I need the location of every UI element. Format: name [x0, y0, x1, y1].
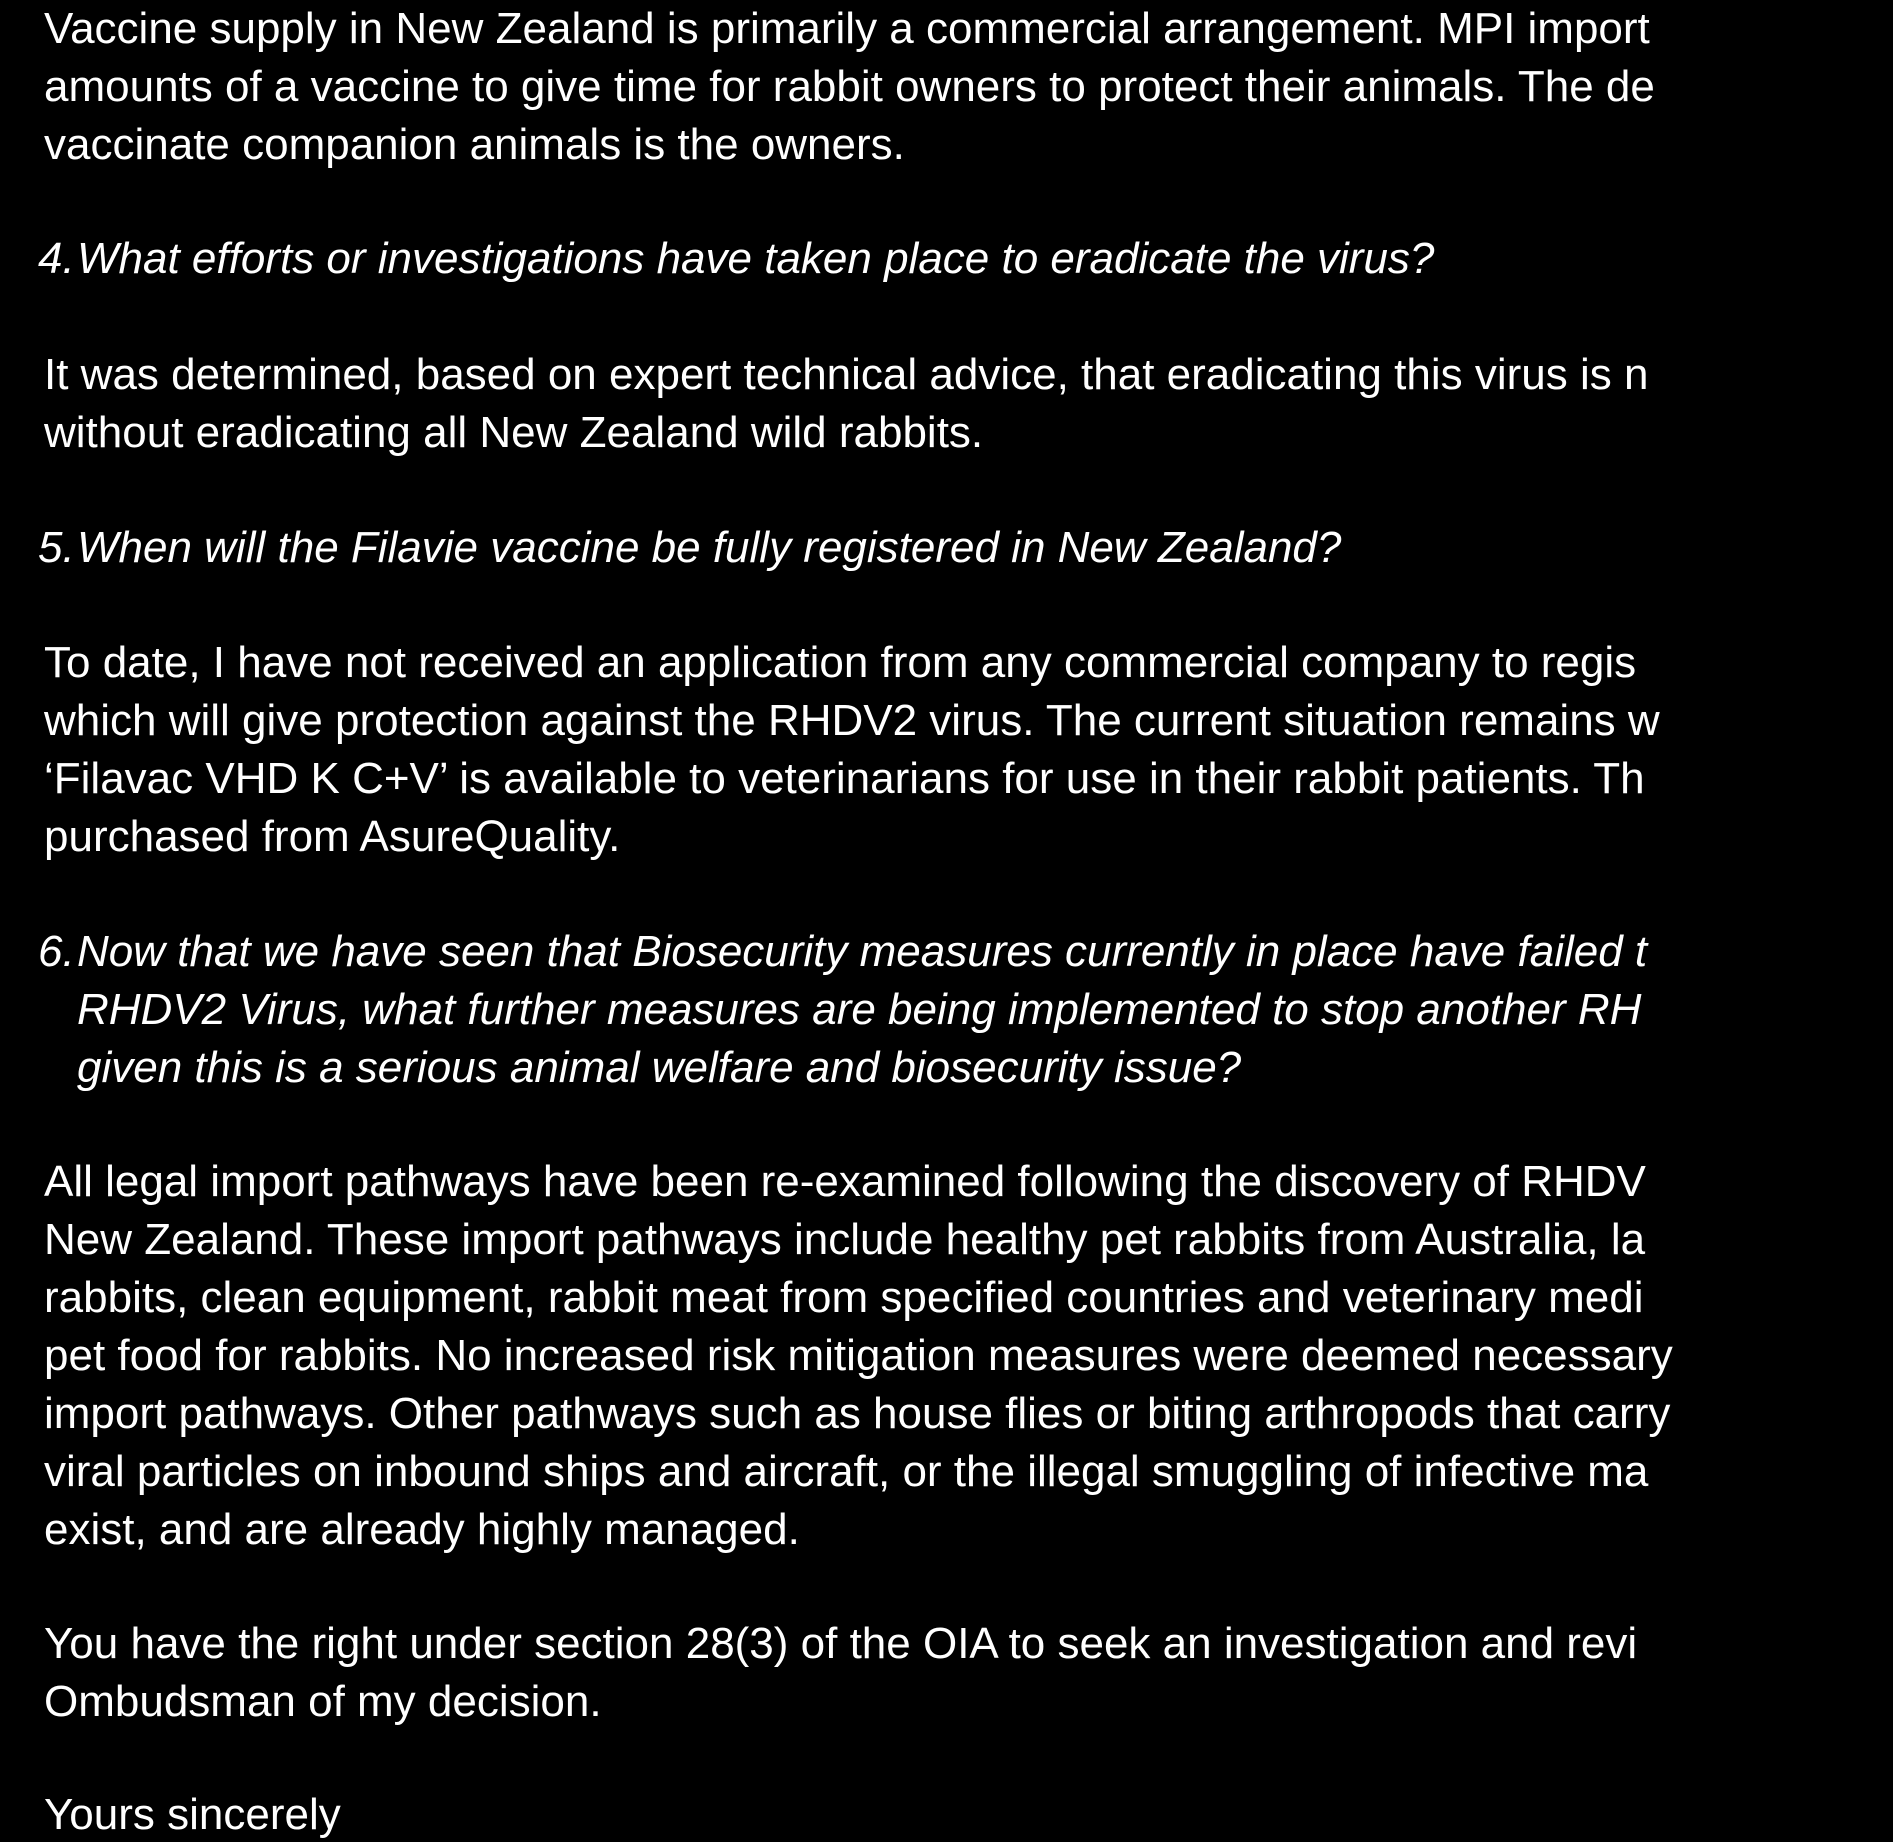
text-line: It was determined, based on expert technical advice, that eradicating this virus is n: [44, 350, 1649, 399]
text-line: without eradicating all New Zealand wild rabbits.: [44, 408, 984, 457]
text-line: which will give protection against the RHDV2 virus. The current situation remains w: [44, 696, 1660, 745]
text-line: purchased from AsureQuality.: [44, 812, 621, 861]
text-line: To date, I have not received an application from any commercial company to regis: [44, 638, 1637, 687]
question-text: When will the Filavie vaccine be fully registered in New Zealand?: [77, 523, 1342, 572]
question-number: 4.: [38, 234, 75, 283]
question-number: 6.: [38, 927, 75, 976]
text-line: amounts of a vaccine to give time for rabbit owners to protect their animals. The de: [44, 62, 1655, 111]
text-line: exist, and are already highly managed.: [44, 1505, 800, 1554]
text-line: viral particles on inbound ships and aircraft, or the illegal smuggling of infective ma: [44, 1447, 1649, 1496]
text-line: vaccinate companion animals is the owners.: [44, 120, 905, 169]
text-line: import pathways. Other pathways such as house flies or biting arthropods that carry: [44, 1389, 1671, 1438]
text-line: rabbits, clean equipment, rabbit meat from specified countries and veterinary medi: [44, 1273, 1644, 1322]
text-line: All legal import pathways have been re-examined following the discovery of RHDV: [44, 1157, 1646, 1206]
question-text: given this is a serious animal welfare and biosecurity issue?: [77, 1043, 1242, 1092]
question-number: 5.: [38, 523, 75, 572]
question-text: What efforts or investigations have taken place to eradicate the virus?: [77, 234, 1435, 283]
closing-salutation: Yours sincerely: [44, 1790, 341, 1839]
text-line: Ombudsman of my decision.: [44, 1677, 602, 1726]
text-line: New Zealand. These import pathways include healthy pet rabbits from Australia, la: [44, 1215, 1646, 1264]
text-line: ‘Filavac VHD K C+V’ is available to veterinarians for use in their rabbit patients. Th: [44, 754, 1645, 803]
question-text: RHDV2 Virus, what further measures are being implemented to stop another RH: [77, 985, 1642, 1034]
text-line: You have the right under section 28(3) of the OIA to seek an investigation and revi: [44, 1619, 1638, 1668]
text-line: Vaccine supply in New Zealand is primarily a commercial arrangement. MPI import: [44, 4, 1650, 53]
text-line: pet food for rabbits. No increased risk mitigation measures were deemed necessary: [44, 1331, 1673, 1380]
question-text: Now that we have seen that Biosecurity measures currently in place have failed t: [77, 927, 1648, 976]
